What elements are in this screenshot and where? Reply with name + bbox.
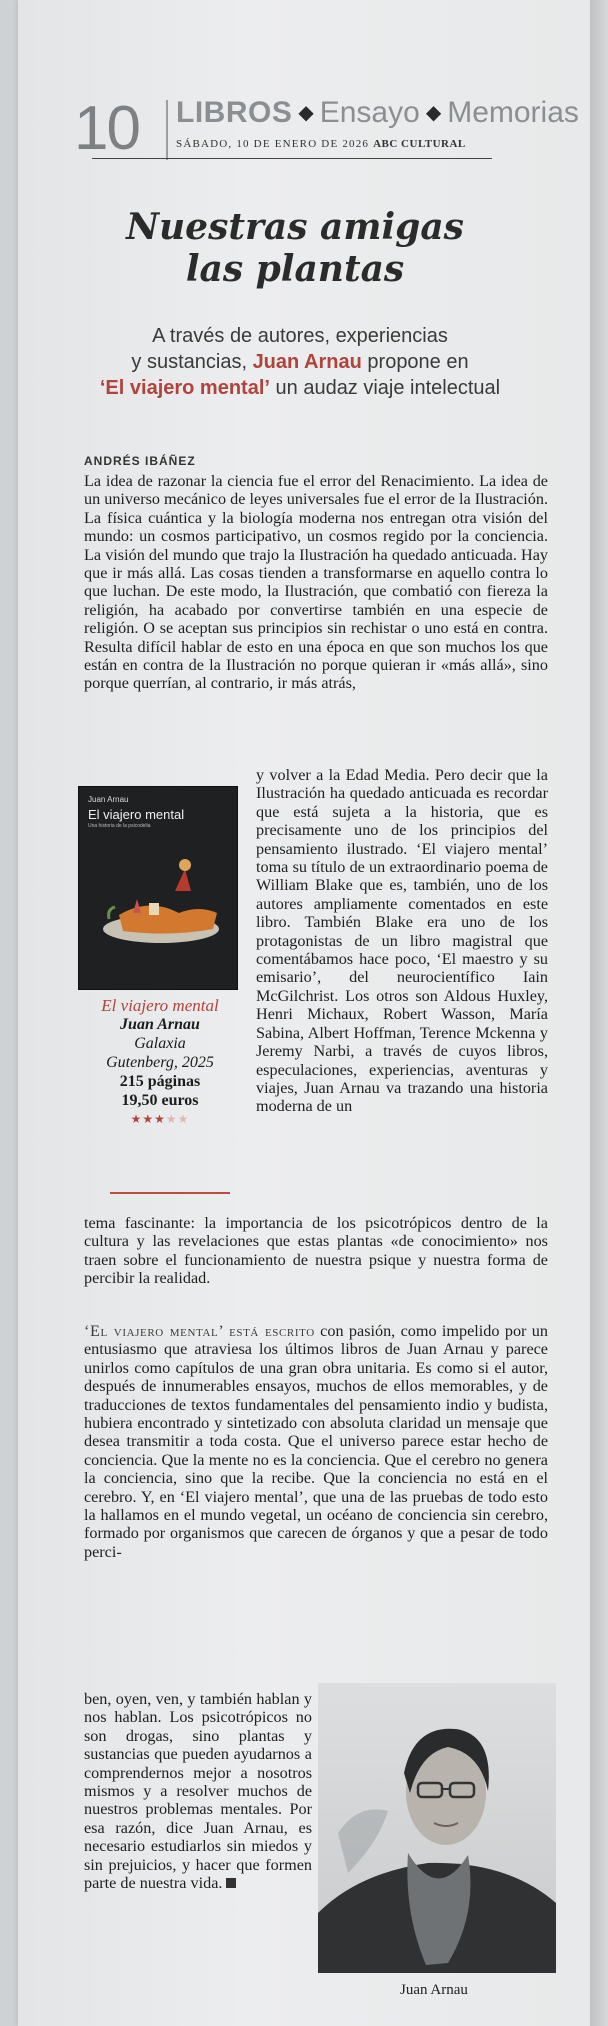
book-cover-image (78, 786, 238, 990)
paragraph-text: ben, oyen, ven, y también hablan y nos hablan. Los psicotrópicos no son drogas, sino plantas y sustancias que pueden ayudarnos a comprendernos mejor a nosotros mismos y a resolver muchos de nuestros problemas mentales. Por esa razón, dice Juan Arnau, es necesario estudiarlos sin miedos y sin prejuicios, y hacer que formen parte de nuestra vida. (84, 1690, 312, 1893)
star-filled-icon: ★ (154, 1112, 166, 1126)
diamond-icon: ◆ (298, 102, 314, 124)
section-memorias: Memorias (447, 96, 579, 129)
cover-illustration (79, 787, 237, 989)
paragraph-lead-in: ‘El viajero mental’ está escrito (84, 1322, 315, 1340)
star-empty-icon: ★ (165, 1112, 178, 1126)
article-paragraph-1-end (84, 1214, 548, 1288)
section-ensayo: Ensayo (319, 96, 420, 129)
subtitle-line-2 (60, 349, 540, 375)
paragraph-text: tema fascinante: la importancia de los psicotrópicos dentro de la cultura y las revelaciones que estas plantas «de conocimiento» nos traen sobre el funcionamiento de nuestra psique y nuestra forma de percibir la realidad. (84, 1214, 548, 1288)
book-publisher-year: Gutenberg, 2025 (106, 1054, 214, 1071)
book-pages: 215 páginas (119, 1073, 201, 1090)
subtitle-text: propone en (367, 351, 469, 373)
cover-title: El viajero mental (88, 807, 185, 822)
end-of-article-mark (226, 1878, 236, 1888)
title-line-2: las plantas (185, 248, 405, 290)
book-author: Juan Arnau (120, 1016, 200, 1033)
book-info (70, 996, 250, 1129)
book-title: El viajero mental (101, 996, 219, 1015)
book-info-divider (110, 1192, 230, 1194)
book-price: 19,50 euros (121, 1092, 199, 1109)
subtitle-book-title: ‘El viajero mental’ (99, 377, 270, 399)
rating-stars (70, 1110, 250, 1129)
diamond-icon: ◆ (425, 102, 442, 124)
article-subtitle (60, 323, 540, 401)
article-paragraph-2-continued (84, 1690, 312, 1892)
section-libros: LIBROS (176, 96, 293, 129)
article-paragraph-1-continued (256, 766, 548, 1116)
star-empty-icon: ★ (177, 1112, 190, 1126)
paragraph-text: La idea de razonar la ciencia fue el error del Renacimiento. La idea de un universo mecánico de leyes universales fue el error de la Ilustración. La física cuántica y la biología moderna nos entregan otra visión del mundo: un cosmos participativo, un cosmos regido por la conciencia. La visión del mundo que trajo la Ilustración ha quedado anticuada. Hay que ir más allá. Las cosas tienden a transformarse en aquello contra lo que luchan. De este modo, la Ilustración, que combatió con fiereza la religión, ha acabado por convertirse también en una especie de religión. O se aceptan sus principios sin rechistar o uno está en contra. Resulta difícil hablar de esto en una época en que son muchos los que están en contra de la Ilustración no porque quieran ir «más allá», sino porque querrían, al contrario, ir más atrás, (84, 472, 548, 693)
subtitle-author: Juan Arnau (252, 351, 362, 373)
subtitle-line-3 (60, 375, 540, 401)
subtitle-text: y sustancias, (131, 351, 247, 373)
section-header (176, 96, 579, 130)
subtitle-line-1: A través de autores, experiencias (152, 325, 448, 347)
cover-author: Juan Arnau (88, 795, 129, 804)
cover-subtitle: Una historia de la psicodelia (88, 823, 151, 829)
book-publisher: Galaxia (134, 1035, 186, 1052)
author-byline: ANDRÉS IBÁÑEZ (84, 454, 196, 468)
paragraph-text: y volver a la Edad Media. Pero decir que la Ilustración ha quedado anticuada es recordar que está sujeta a la historia, que es precisamente uno de los principios del pensamiento ilustrado. ‘El viajero mental’ toma su título de un extraordinario poema de William Blake que es, también, uno de los autores ampliamente comentados en este libro. También Blake era uno de los protagonistas de un libro magistral que comentábamos hace poco, ‘El maestro y su emisario’, del neurocientífico Iain McGilchrist. Los otros son Aldous Huxley, Henri Michaux, Robert Wasson, María Sabina, Albert Hoffman, Terence Mckenna y Jeremy Narbi, a través de cuyos libros, especulaciones, experiencias, aventuras y viajes, Juan Arnau va trazando una historia moderna de un (256, 766, 548, 1116)
header-divider (166, 100, 172, 160)
issue-date: SÁBADO, 10 DE ENERO DE 2026 (176, 138, 370, 150)
article-paragraph-2 (84, 1322, 548, 1561)
title-line-1: Nuestras amigas (126, 206, 464, 248)
paragraph-text: con pasión, como impelido por un entusiasmo que atraviesa los últimos libros de Juan Arnau y parece unirlos como capítulos de una gran obra unitaria. Es como si el autor, después de innumerables ensayos, muchos de ellos memorables, y de traducciones de textos fundamentales del pensamiento indio y budista, hubiera encontrado y sintetizado con absoluta claridad un mensaje que desea transmitir a toda costa. Que el universo parece estar hecho de conciencia. Que la mente no es la conciencia. Que el cerebro no genera la conciencia, sino que la recibe. Que la conciencia no está en el cerebro. Y, en ‘El viajero mental’, que una de las pruebas de todo esto la hallamos en el mundo vegetal, un océano de conciencia sin cerebro, formado por organismos que carecen de órganos y que a pesar de todo perci- (84, 1322, 548, 1561)
publication-brand: ABC CULTURAL (373, 138, 466, 150)
page-number: 10 (74, 94, 139, 163)
author-portrait-photo (318, 1683, 556, 1973)
star-filled-icon: ★ (142, 1112, 155, 1126)
star-filled-icon: ★ (130, 1112, 143, 1126)
dateline (176, 138, 466, 150)
photo-caption: Juan Arnau (400, 1982, 468, 1998)
subtitle-text: un audaz viaje intelectual (275, 377, 501, 399)
header-rule (92, 158, 492, 159)
page-edge (590, 0, 608, 2026)
article-title (60, 206, 530, 290)
article-paragraph-1 (84, 472, 548, 693)
